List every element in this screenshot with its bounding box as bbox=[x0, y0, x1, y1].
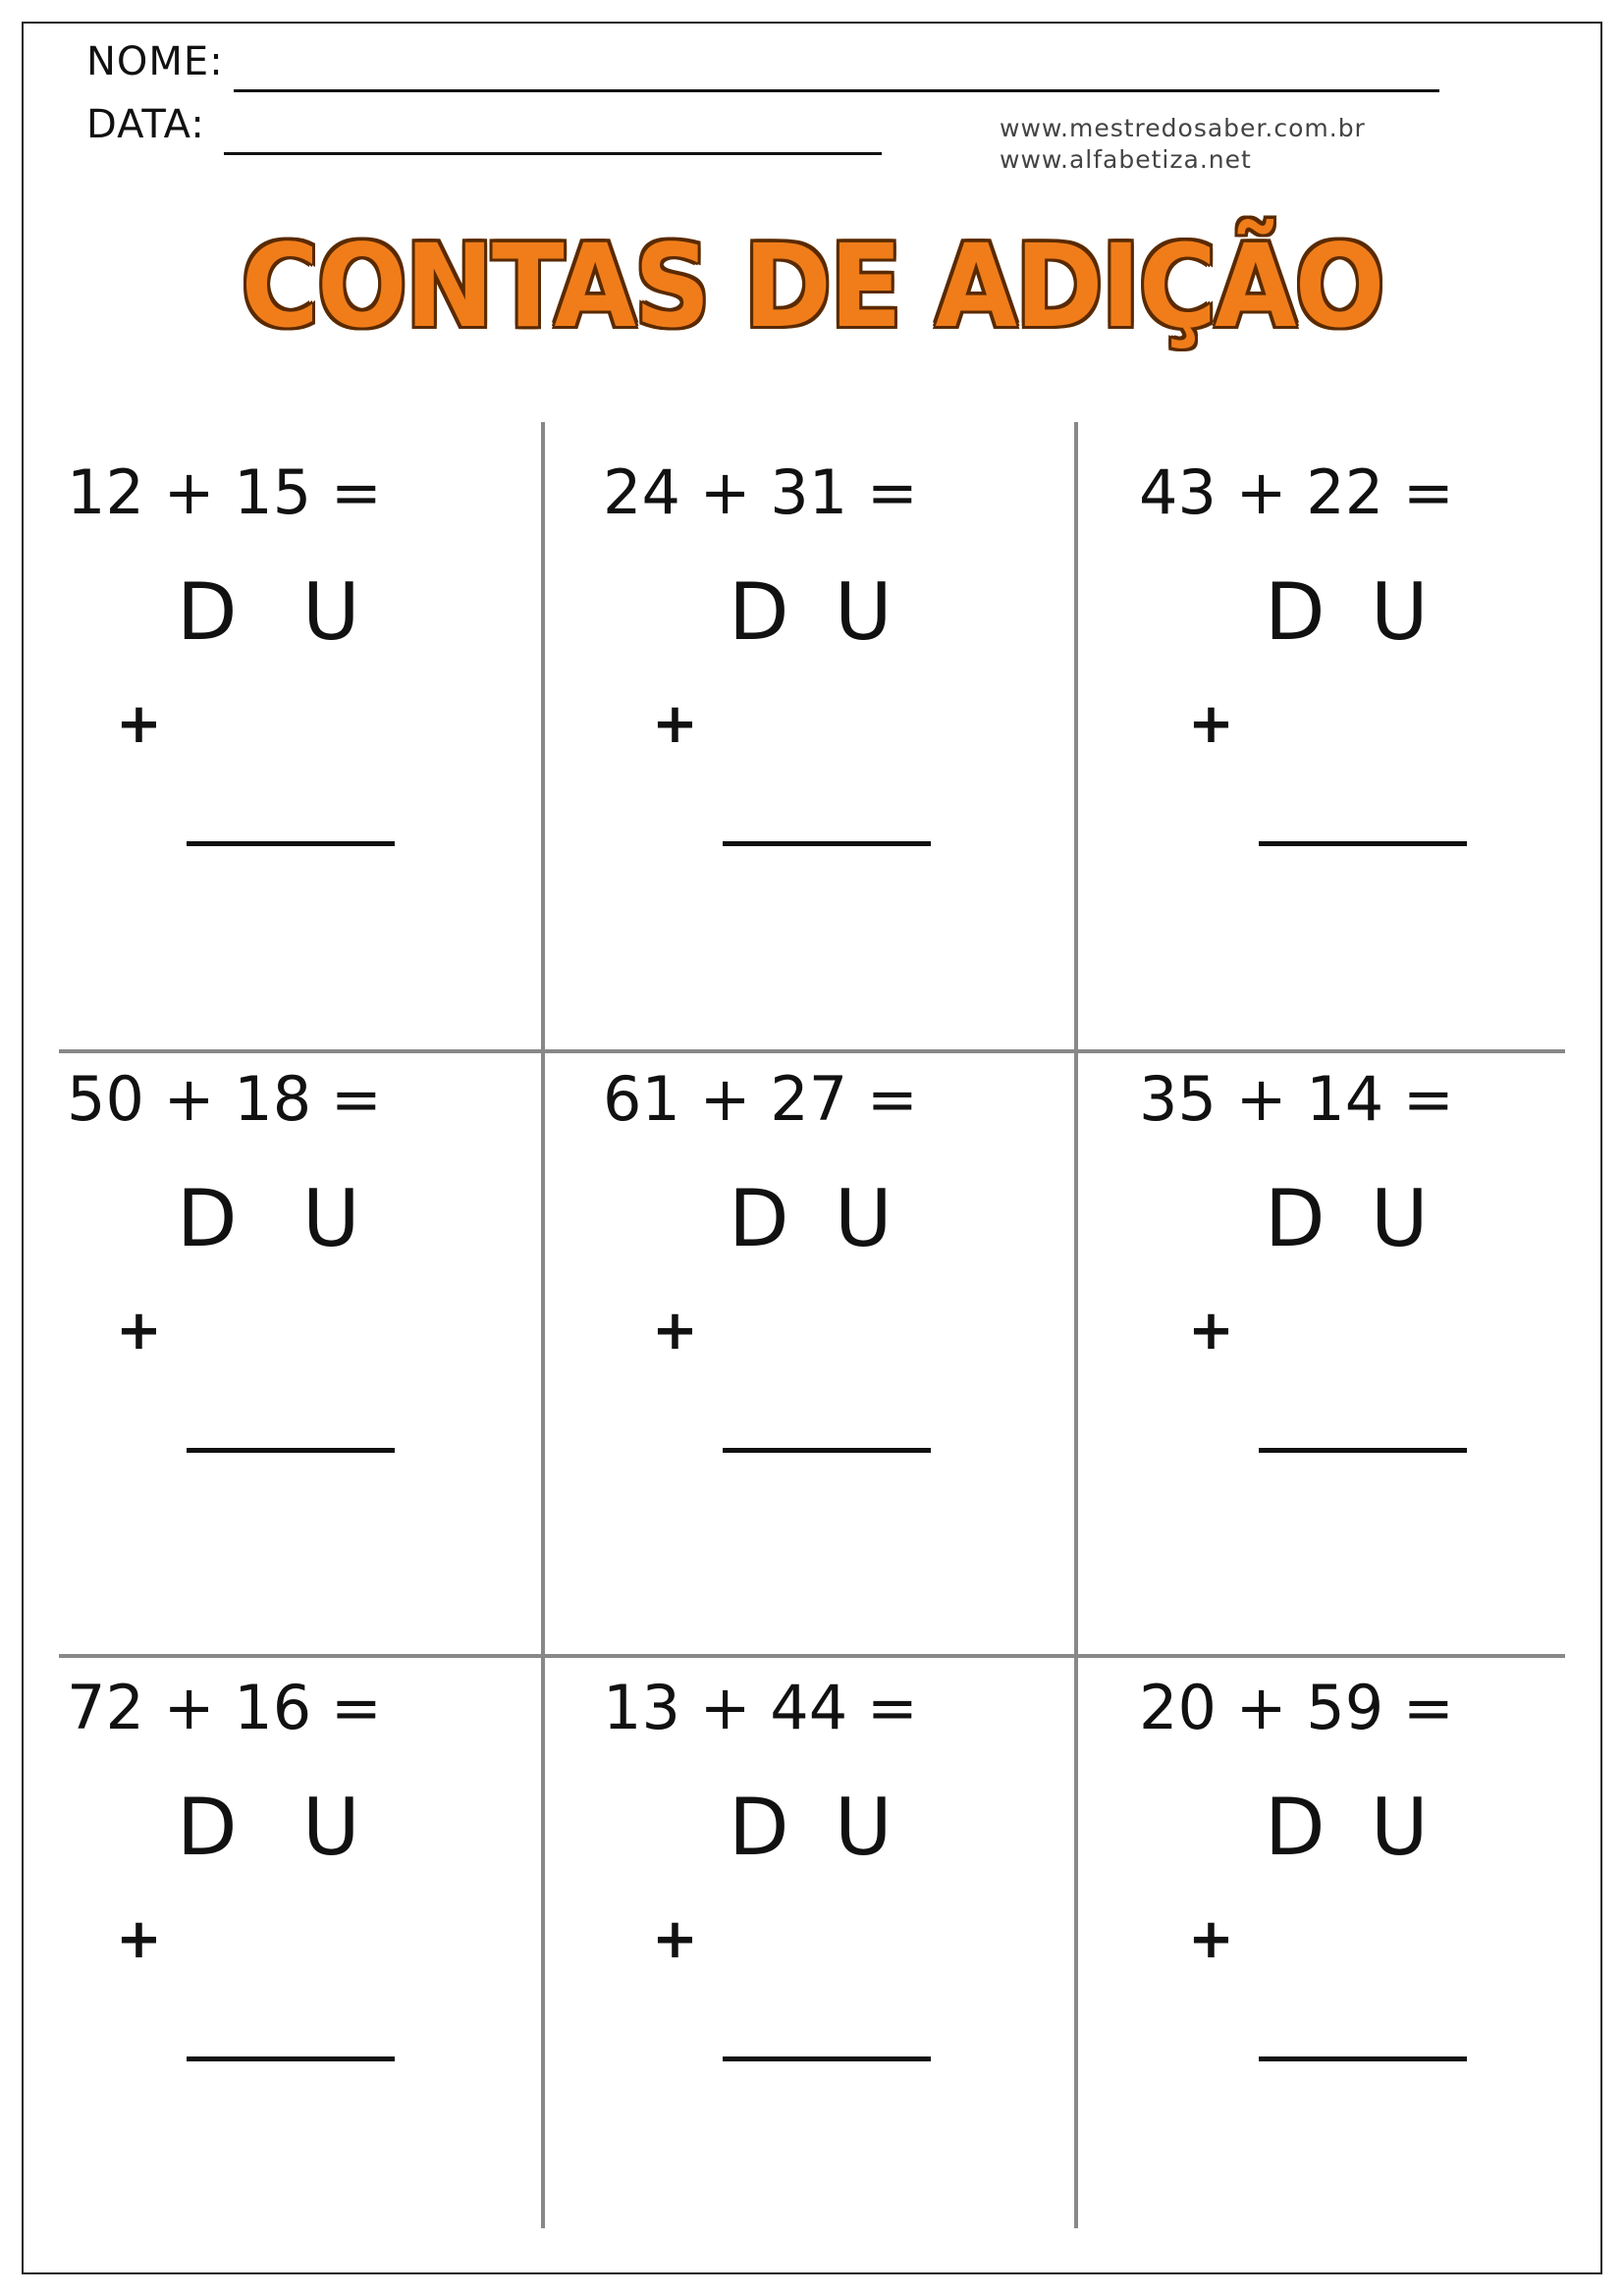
tens-label: D bbox=[1265, 566, 1326, 658]
answer-line[interactable] bbox=[1259, 2056, 1467, 2061]
units-label: U bbox=[835, 566, 893, 658]
problem-expression: 35 + 14 = bbox=[1139, 1063, 1454, 1135]
page-title: CONTAS DE ADIÇÃO bbox=[241, 221, 1383, 353]
plus-sign: + bbox=[1188, 1299, 1234, 1362]
problem-expression: 61 + 27 = bbox=[603, 1063, 918, 1135]
name-line[interactable] bbox=[234, 89, 1439, 92]
tens-label: D bbox=[177, 1173, 238, 1264]
plus-sign: + bbox=[116, 1299, 162, 1362]
problem-cell-7 bbox=[67, 1672, 597, 2270]
tens-label: D bbox=[729, 1173, 789, 1264]
plus-sign: + bbox=[652, 1907, 698, 1971]
problem-cell-8 bbox=[603, 1672, 1133, 2270]
tens-label: D bbox=[177, 566, 238, 658]
problem-expression: 50 + 18 = bbox=[67, 1063, 382, 1135]
problem-expression: 72 + 16 = bbox=[67, 1672, 382, 1743]
answer-line[interactable] bbox=[187, 841, 395, 846]
tens-label: D bbox=[729, 566, 789, 658]
answer-line[interactable] bbox=[1259, 1448, 1467, 1453]
plus-sign: + bbox=[652, 1299, 698, 1362]
website-2: www.alfabetiza.net bbox=[1000, 145, 1252, 174]
units-label: U bbox=[1371, 566, 1429, 658]
units-label: U bbox=[1371, 1173, 1429, 1264]
plus-sign: + bbox=[1188, 1907, 1234, 1971]
problem-expression: 24 + 31 = bbox=[603, 456, 918, 528]
answer-line[interactable] bbox=[187, 1448, 395, 1453]
problem-cell-9 bbox=[1139, 1672, 1624, 2270]
date-label: DATA: bbox=[86, 102, 205, 147]
problem-cell-2 bbox=[603, 456, 1133, 1055]
date-field[interactable] bbox=[86, 102, 205, 147]
units-label: U bbox=[835, 1173, 893, 1264]
units-label: U bbox=[835, 1782, 893, 1873]
answer-line[interactable] bbox=[723, 2056, 931, 2061]
problem-cell-6 bbox=[1139, 1063, 1624, 1662]
date-line[interactable] bbox=[224, 152, 882, 155]
answer-line[interactable] bbox=[1259, 841, 1467, 846]
problem-expression: 13 + 44 = bbox=[603, 1672, 918, 1743]
plus-sign: + bbox=[652, 692, 698, 756]
units-label: U bbox=[302, 566, 360, 658]
problem-cell-5 bbox=[603, 1063, 1133, 1662]
answer-line[interactable] bbox=[187, 2056, 395, 2061]
tens-label: D bbox=[1265, 1782, 1326, 1873]
name-label: NOME: bbox=[86, 39, 224, 84]
answer-line[interactable] bbox=[723, 1448, 931, 1453]
problem-cell-3 bbox=[1139, 456, 1624, 1055]
website-1: www.mestredosaber.com.br bbox=[1000, 114, 1366, 142]
plus-sign: + bbox=[1188, 692, 1234, 756]
problem-cell-4 bbox=[67, 1063, 597, 1662]
tens-label: D bbox=[177, 1782, 238, 1873]
name-field[interactable] bbox=[86, 39, 224, 84]
answer-line[interactable] bbox=[723, 841, 931, 846]
units-label: U bbox=[1371, 1782, 1429, 1873]
problem-expression: 43 + 22 = bbox=[1139, 456, 1454, 528]
tens-label: D bbox=[729, 1782, 789, 1873]
plus-sign: + bbox=[116, 692, 162, 756]
tens-label: D bbox=[1265, 1173, 1326, 1264]
units-label: U bbox=[302, 1782, 360, 1873]
units-label: U bbox=[302, 1173, 360, 1264]
problem-cell-1 bbox=[67, 456, 597, 1055]
title-area bbox=[0, 221, 1624, 353]
problem-expression: 20 + 59 = bbox=[1139, 1672, 1454, 1743]
plus-sign: + bbox=[116, 1907, 162, 1971]
problem-expression: 12 + 15 = bbox=[67, 456, 382, 528]
